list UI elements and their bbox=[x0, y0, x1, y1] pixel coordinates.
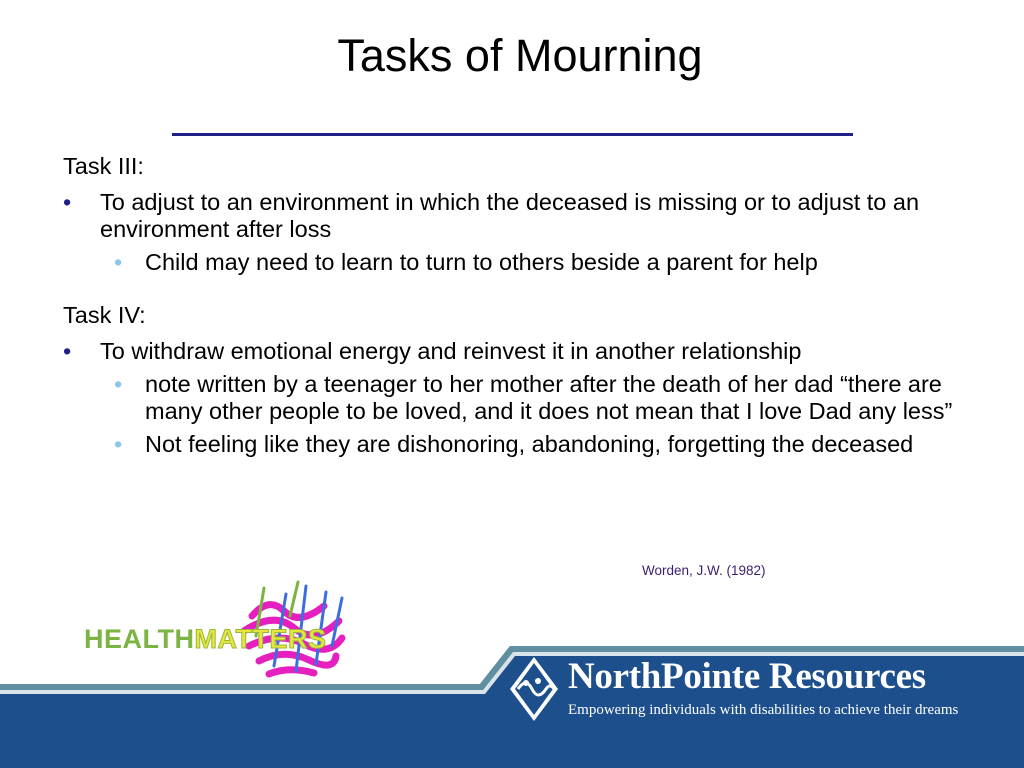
task-4-bullet bbox=[63, 338, 973, 365]
task-4-heading: Task IV: bbox=[63, 302, 146, 328]
healthmatters-part2: MATTERS bbox=[194, 624, 327, 654]
northpointe-logo bbox=[508, 653, 1008, 733]
bullet-dot-icon: • bbox=[63, 189, 72, 215]
subbullet-dot-icon: • bbox=[114, 249, 123, 275]
task-3-subbullet-1 bbox=[63, 249, 973, 276]
task-4-subbullet-2 bbox=[63, 431, 973, 458]
northpointe-diamond-icon bbox=[508, 655, 560, 723]
healthmatters-logo bbox=[84, 576, 384, 686]
northpointe-name: NorthPointe Resources bbox=[568, 656, 926, 697]
task-4-subbullet-1 bbox=[63, 371, 973, 425]
citation: Worden, J.W. (1982) bbox=[642, 563, 766, 578]
task-3-bullet bbox=[63, 189, 973, 243]
task-3-bullet-text: To adjust to an environment in which the deceased is missing or to adjust to an environment after loss bbox=[100, 189, 920, 242]
healthmatters-part1: HEALTH bbox=[84, 624, 195, 654]
task-3-heading: Task III: bbox=[63, 153, 144, 179]
title-underline bbox=[172, 133, 853, 136]
task-4-bullet-text: To withdraw emotional energy and reinvest it in another relationship bbox=[100, 338, 802, 364]
task-4-subbullet-2-text: Not feeling like they are dishonoring, abandoning, forgetting the deceased bbox=[145, 431, 914, 457]
slide-body bbox=[63, 153, 973, 458]
subbullet-dot-icon: • bbox=[114, 371, 123, 397]
northpointe-tagline: Empowering individuals with disabilities to achieve their dreams bbox=[568, 702, 959, 718]
healthmatters-wordmark bbox=[84, 624, 327, 655]
task-3-subbullet-1-text: Child may need to learn to turn to others beside a parent for help bbox=[145, 249, 818, 275]
task-4-subbullet-1-text: note written by a teenager to her mother after the death of her dad “there are many other people to be loved, and it does not mean that I love Dad any less” bbox=[145, 371, 953, 424]
slide-title: Tasks of Mourning bbox=[337, 30, 703, 81]
bullet-dot-icon: • bbox=[63, 338, 72, 364]
subbullet-dot-icon: • bbox=[114, 431, 123, 457]
